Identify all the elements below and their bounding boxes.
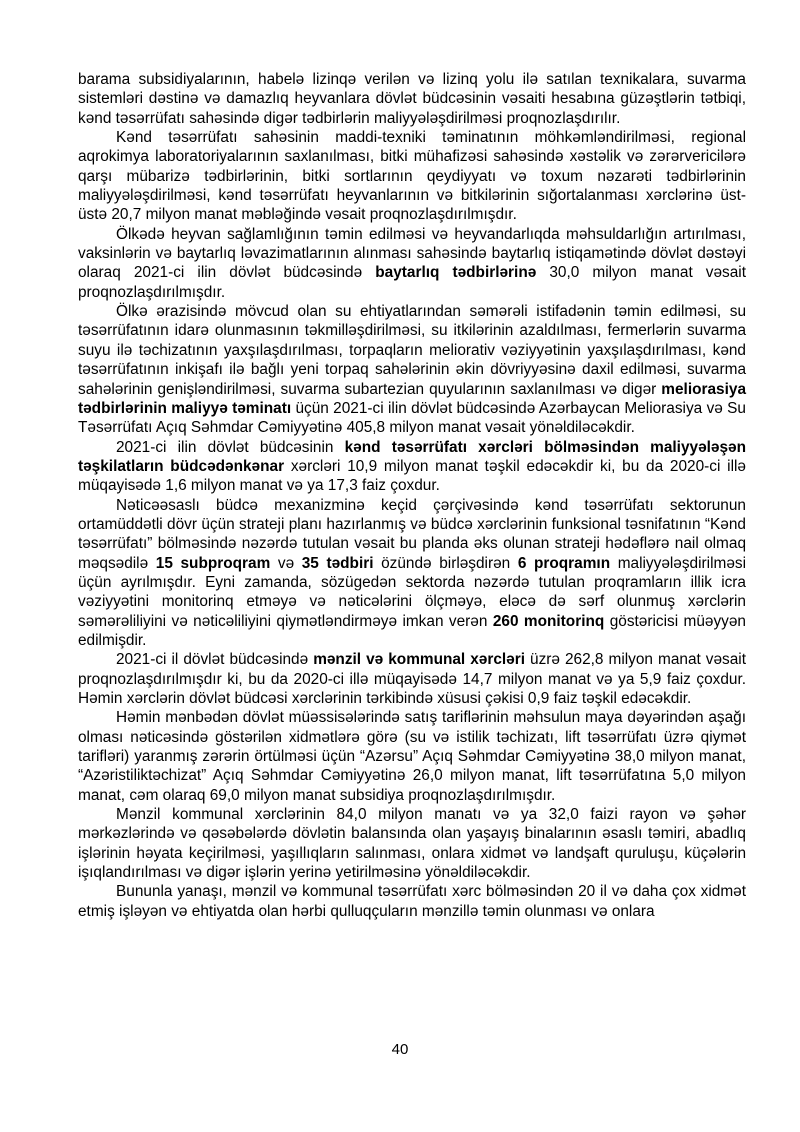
bold-text-run: 260 monitorinq [492,612,605,630]
document-body [78,70,746,921]
text-run: Nəticəəsaslı büdcə mexanizminə keçid çərçivəsində kənd təsərrüfatı sektorunun ortamüddətli dövr üçün strateji planı hazırlanmış və büdcə xərclərinin funksional təsnifatının “Kənd təsərrüfatı” bölməsində nəzərdə tutulan vəsait bu planda əks olunan strateji hədəflərə nail olmaq məqsədilə [78,496,746,572]
bold-text-run: 15 subproqram [155,554,271,572]
text-run: maliyyələşdirilməsi üçün ayrılmışdır. Eyni zamanda, sözügedən sektorda nəzərdə tutulan proqramların illik icra vəziyyətini monitorinq etməyə və nəticələrini ölçməyə, eləcə də sərf olunmuş xərclərin səmərəliliyini və nəticəliliyini qiymətləndirməyə imkan verən [78,554,746,630]
text-run: 2021-ci ilin dövlət büdcəsinin [116,438,345,456]
paragraph [78,708,746,805]
text-run: Həmin mənbədən dövlət müəssisələrində satış tariflərinin məhsulun maya dəyərindən aşağı olması nəticəsində göstərilən xidmətlərə görə (su və istilik təchizatı, lift təsərrüfatı üzrə qiymət tarifləri) yaranmış zərərin örtülməsi üçün “Azərsu” Açıq Səhmdar Cəmiyyətinə 38,0 milyon manat, “Azəristiliktəchizat” Açıq Səhmdar Cəmiyyətinə 26,0 milyon manat, lift təsərrüfatına 5,0 milyon manat, cəm olaraq 69,0 milyon manat subsidiya proqnozlaşdırılmışdır. [78,709,746,804]
bold-text-run: baytarlıq tədbirlərinə [375,264,537,282]
paragraph [78,128,746,225]
bold-text-run: kənd təsərrüfatı xərcləri bölməsindən maliyyələşən təşkilatların büdcədənkənar [78,438,746,475]
paragraph [78,805,746,882]
paragraph [78,302,746,437]
paragraph [78,438,746,496]
text-run: Ölkədə heyvan sağlamlığının təmin edilməsi və heyvandarlıqda məhsuldarlığın artırılması, vaksinlərin və baytarlıq ləvazimatlarının alınması sahəsində baytarlıq istiqamətində dövlət dəstəyi olaraq 2021-ci ilin dövlət büdcəsində [78,225,746,282]
text-run: barama subsidiyalarının, habelə lizinqə verilən və lizinq yolu ilə satılan texnikalara, suvarma sistemləri dəstinə və damazlıq heyvanlara dövlət büdcəsinin vəsaiti hesabına güzəştlərin tətbiqi, kənd təsərrüfatı sahəsində digər tədbirlərin maliyyələşdirilməsi proqnozlaşdırılır. [78,71,746,127]
text-run: üzrə 262,8 milyon manat vəsait proqnozlaşdırılmışdır ki, bu da 2020-ci illə müqayisədə 14,7 milyon manat və ya 5,9 faiz çoxdur. Həmin xərclərin dövlət büdcəsi xərclərinin tərkibində xüsusi çəkisi 0,9 faiz təşkil edəcəkdir. [78,651,746,707]
text-run: üçün 2021-ci ilin dövlət büdcəsində Azərbaycan Meliorasiya və Su Təsərrüfatı Açıq Səhmdar Cəmiyyətinə 405,8 milyon manat vəsait yönəldiləcəkdir. [78,399,746,437]
text-run: 30,0 milyon manat vəsait proqnozlaşdırılmışdır. [78,264,746,301]
text-run: Kənd təsərrüfatı sahəsinin maddi-texniki təminatının möhkəmləndirilməsi, regional aqrokimya laboratoriyalarının saxlanılması, bitki mühafizəsi sahəsində xəstəlik və zərərvericilərə qarşı mübarizə tədbirlərinin, bitki sortlarının qeydiyyatı və toxum nəzarəti tədbirlərinin maliyyələşdirilməsi, kənd təsərrüfatı heyvanlarının və bitkilərinin sığortalanması xərclərinə üst-üstə 20,7 milyon manat məbləğində vəsait proqnozlaşdırılmışdır. [78,129,746,224]
paragraph [78,650,746,708]
bold-text-run: mənzil və kommunal xərcləri [313,651,525,669]
text-run: Ölkə ərazisində mövcud olan su ehtiyatlarından səmərəli istifadənin təmin edilməsi, su təsərrüfatının idarə olunmasının təkmilləşdirilməsi, su itkilərinin azaldılması, fermerlərin suvarma suyu ilə təchizatının yaxşılaşdırılması, torpaqların meliorativ vəziyyətinin yaxşılaşdırılması, kənd təsərrüfatının inkişafı ilə bağlı yeni torpaq sahələrinin əkin dövriyyəsinə daxil edilməsi, suvarma sahələrinin genişləndirilməsi, suvarma subartezian quyularının saxlanılması və digər [78,303,746,398]
text-run: Bununla yanaşı, mənzil və kommunal təsərrüfatı xərc bölməsindən 20 il və daha çox xidmət etmiş işləyən və ehtiyatda olan hərbi qulluqçuların mənzillə təmin olunması və onlara [78,883,746,920]
text-run: özündə birləşdirən [373,554,518,572]
bold-text-run: 6 proqramın [517,554,611,572]
text-run: və [270,554,302,572]
text-run: xərcləri 10,9 milyon manat təşkil edəcəkdir ki, bu da 2020-ci illə müqayisədə 1,6 milyon manat və ya 17,3 faiz çoxdur. [78,457,746,495]
text-run: 2021-ci il dövlət büdcəsində [116,651,314,669]
paragraph [78,225,746,302]
text-run: göstəricisi müəyyən edilmişdir. [78,612,746,649]
paragraph [78,496,746,651]
paragraph [78,882,746,921]
page-number: 40 [391,1041,409,1058]
bold-text-run: 35 tədbiri [301,554,374,572]
text-run: Mənzil kommunal xərclərinin 84,0 milyon manatı və ya 32,0 faizi rayon və şəhər mərkəzlərində və qəsəbələrdə dövlətin balansında olan yaşayış binalarının əsaslı təmiri, abadlıq işlərinin həyata keçirilməsi, yaşıllıqların salınması, onlara xidmət və landşaft quruluşu, küçələrin işıqlandırılması və digər işlərin yerinə yetirilməsinə yönəldiləcəkdir. [78,806,746,882]
paragraph [78,70,746,128]
bold-text-run: meliorasiya tədbirlərinin maliyyə təminatı [78,380,746,417]
